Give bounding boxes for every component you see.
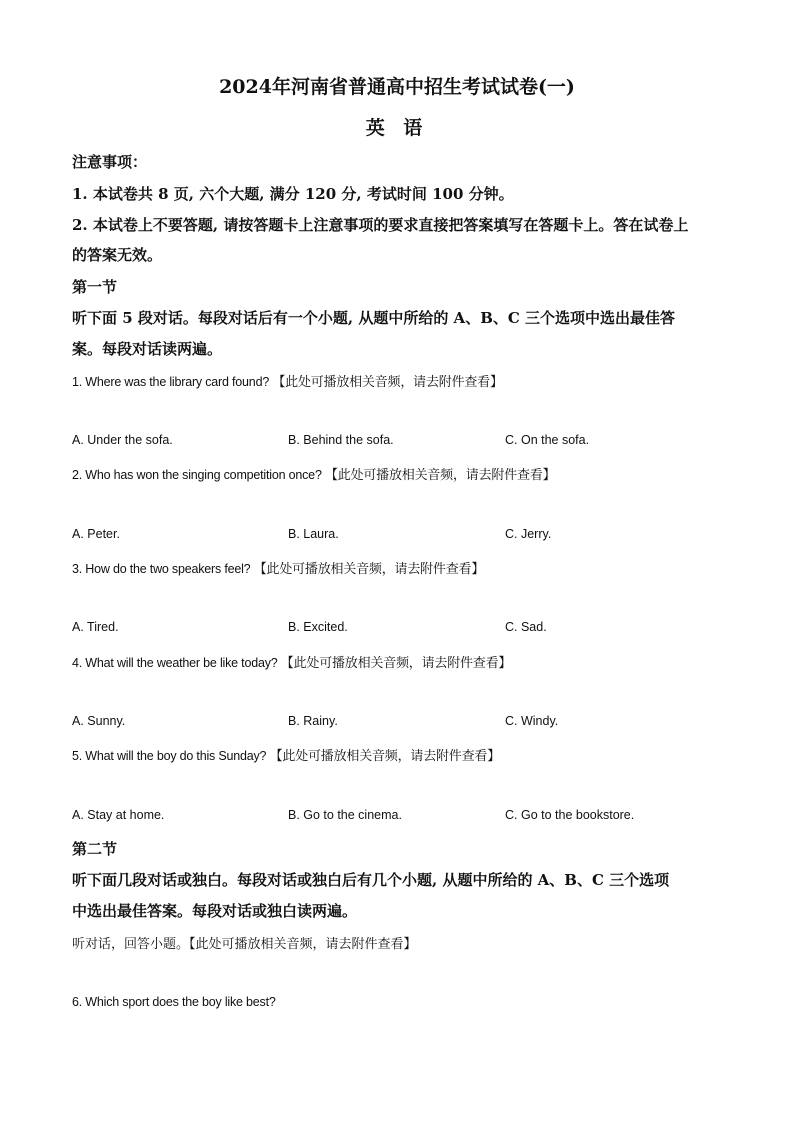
option-b: B. Excited. bbox=[288, 620, 348, 634]
section2-instruction-line-1: 听下面几段对话或独白。每段对话或独白后有几个小题, 从题中所给的 A、B、C 三个选项 bbox=[72, 871, 670, 889]
section2-heading: 第二节 bbox=[72, 840, 118, 858]
audio-note: 【此处可播放相关音频，请去附件查看】 bbox=[324, 468, 556, 483]
question-3 bbox=[72, 558, 484, 577]
question-text: 3. How do the two speakers feel? bbox=[72, 562, 251, 576]
question-text: 2. Who has won the singing competition once? bbox=[72, 468, 322, 482]
section2-instruction-line-2: 中选出最佳答案。每段对话或独白读两遍。 bbox=[72, 902, 358, 920]
notes-item-1: 1. 本试卷共 8 页, 六个大题, 满分 120 分, 考试时间 100 分钟。 bbox=[72, 185, 514, 203]
option-a: A. Peter. bbox=[72, 527, 120, 541]
question-6: 6. Which sport does the boy like best? bbox=[72, 995, 276, 1009]
question-text: 4. What will the weather be like today? bbox=[72, 656, 278, 670]
section1-heading: 第一节 bbox=[72, 278, 118, 296]
audio-note: 【此处可播放相关音频，请去附件查看】 bbox=[272, 375, 503, 390]
option-a: A. Sunny. bbox=[72, 714, 126, 728]
option-a: A. Under the sofa. bbox=[72, 433, 173, 447]
option-b: B. Go to the cinema. bbox=[288, 808, 402, 822]
listen-prompt: 听对话，回答小题。 bbox=[72, 937, 190, 952]
audio-note: 【此处可播放相关音频，请去附件查看】 bbox=[269, 749, 500, 764]
option-a: A. Stay at home. bbox=[72, 808, 165, 822]
option-c: C. Windy. bbox=[505, 714, 559, 728]
section1-instruction-line-1: 听下面 5 段对话。每段对话后有一个小题, 从题中所给的 A、B、C 三个选项中选出最佳答 bbox=[72, 309, 676, 327]
notes-item-2-line-1: 2. 本试卷上不要答题, 请按答题卡上注意事项的要求直接把答案填写在答题卡上。答在试卷上 bbox=[72, 216, 689, 234]
option-c: C. Jerry. bbox=[505, 527, 552, 541]
option-b: B. Rainy. bbox=[288, 714, 338, 728]
question-text: 1. Where was the library card found? bbox=[72, 375, 270, 389]
question-text: 5. What will the boy do this Sunday? bbox=[72, 749, 267, 763]
option-c: C. Go to the bookstore. bbox=[505, 808, 635, 822]
audio-note: 【此处可播放相关音频，请去附件查看】 bbox=[189, 937, 417, 952]
audio-note: 【此处可播放相关音频，请去附件查看】 bbox=[280, 656, 512, 671]
audio-note: 【此处可播放相关音频，请去附件查看】 bbox=[253, 562, 485, 577]
option-b: B. Behind the sofa. bbox=[288, 433, 394, 447]
notes-item-2-line-2: 的答案无效。 bbox=[72, 246, 163, 264]
option-c: C. On the sofa. bbox=[505, 433, 590, 447]
question-5 bbox=[72, 745, 500, 764]
notes-heading: 注意事项： bbox=[72, 153, 148, 171]
question-2 bbox=[72, 464, 555, 483]
section1-instruction-line-2: 案。每段对话读两遍。 bbox=[72, 340, 223, 358]
question-1 bbox=[72, 371, 503, 390]
subject-title: 英 语 bbox=[365, 117, 429, 139]
option-c: C. Sad. bbox=[505, 620, 547, 634]
option-b: B. Laura. bbox=[288, 527, 339, 541]
listen-prompt-line bbox=[72, 933, 417, 952]
option-a: A. Tired. bbox=[72, 620, 119, 634]
question-4 bbox=[72, 652, 511, 671]
exam-title: 2024年河南省普通高中招生考试试卷(一) bbox=[219, 76, 575, 98]
